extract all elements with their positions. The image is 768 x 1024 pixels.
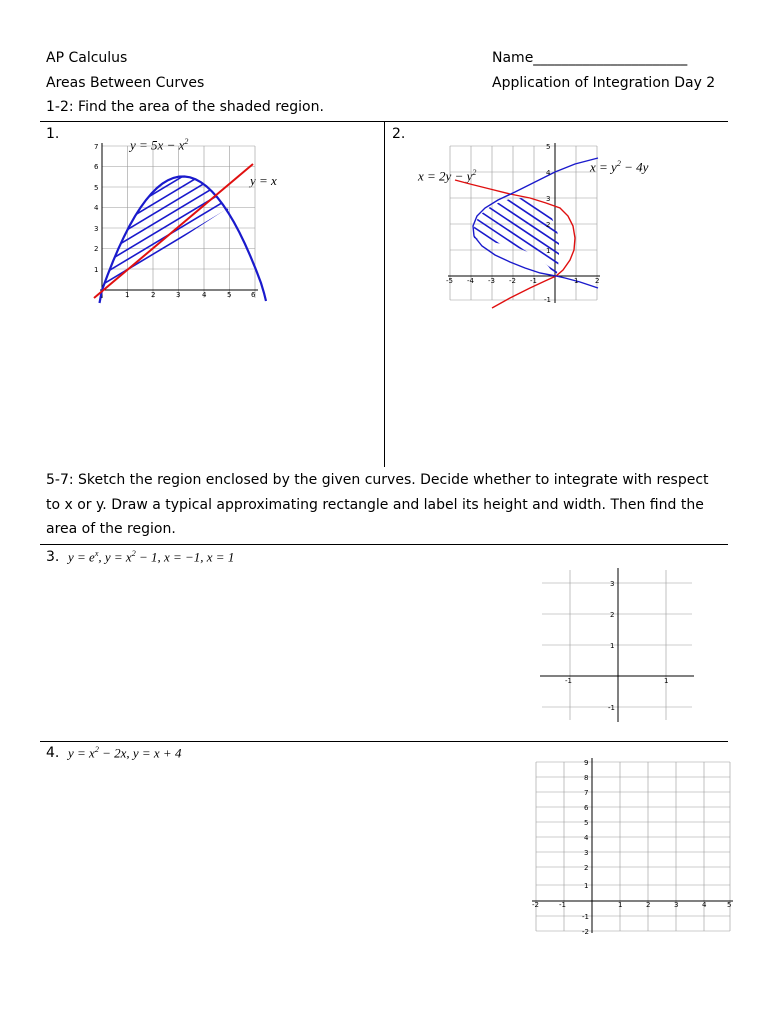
divider-problem4 — [40, 741, 728, 742]
svg-text:5: 5 — [94, 184, 99, 192]
problem1-parabola-label: $y = 5x - x^2$ — [130, 137, 189, 153]
svg-text:3: 3 — [176, 291, 181, 299]
svg-text:1: 1 — [610, 642, 615, 650]
problem2-right-curve-label: $x = y^2 - 4y$ — [590, 159, 649, 175]
svg-text:7: 7 — [584, 789, 589, 797]
problem4-y-ticks — [582, 759, 589, 936]
svg-text:-2: -2 — [532, 901, 539, 909]
problem4-number: 4. — [46, 745, 60, 761]
svg-text:6: 6 — [251, 291, 256, 299]
svg-text:2: 2 — [610, 611, 615, 619]
svg-text:4: 4 — [702, 901, 707, 909]
problem2-shaded-region — [460, 128, 580, 318]
svg-text:2: 2 — [94, 245, 99, 253]
svg-text:5: 5 — [546, 143, 551, 151]
svg-text:1: 1 — [664, 677, 669, 685]
svg-text:4: 4 — [202, 291, 207, 299]
svg-text:1: 1 — [584, 882, 589, 890]
problem1-x-ticks — [125, 291, 256, 299]
svg-text:1: 1 — [546, 247, 551, 255]
section2-instructions-line1: 5-7: Sketch the region enclosed by the given curves. Decide whether to integrate with respect — [46, 472, 709, 488]
problem3-y-ticks — [608, 580, 615, 712]
problem1-number: 1. — [46, 126, 60, 142]
problem1-graph — [80, 138, 280, 318]
svg-text:2: 2 — [151, 291, 156, 299]
problem3-number: 3. — [46, 549, 60, 565]
svg-text:1: 1 — [125, 291, 130, 299]
svg-text:2: 2 — [646, 901, 651, 909]
svg-text:6: 6 — [584, 804, 589, 812]
svg-text:2: 2 — [584, 864, 589, 872]
divider-problem3 — [40, 544, 728, 545]
svg-text:-1: -1 — [565, 677, 572, 685]
svg-text:-1: -1 — [544, 296, 551, 304]
problem3-graph — [540, 565, 700, 725]
svg-text:5: 5 — [727, 901, 732, 909]
svg-text:-4: -4 — [467, 277, 474, 285]
svg-text:9: 9 — [584, 759, 589, 767]
problem1-y-ticks — [94, 143, 99, 274]
problem1-grid — [102, 146, 255, 298]
divider-vertical — [384, 121, 385, 467]
problem2-graph — [440, 138, 610, 308]
problem4-graph — [530, 755, 735, 935]
problem1-line-label: y = x — [250, 173, 277, 188]
svg-text:2: 2 — [546, 221, 551, 229]
svg-text:-1: -1 — [608, 704, 615, 712]
problem2-x-ticks — [446, 277, 599, 285]
svg-text:-1: -1 — [582, 913, 589, 921]
problem3-x-ticks — [565, 677, 668, 685]
svg-text:1: 1 — [618, 901, 623, 909]
problem3-equations: $y = e^x$, $y = x^2 - 1$, x = −1, x = 1 — [68, 549, 235, 565]
problem2-number: 2. — [392, 126, 406, 142]
svg-text:5: 5 — [584, 819, 589, 827]
svg-text:3: 3 — [610, 580, 615, 588]
svg-text:2: 2 — [595, 277, 600, 285]
svg-text:1: 1 — [574, 277, 579, 285]
problem3-grid — [542, 570, 692, 720]
section2-instructions-line3: area of the region. — [46, 521, 176, 537]
topic-title: Areas Between Curves — [46, 75, 205, 91]
svg-text:1: 1 — [94, 266, 99, 274]
problem2-left-curve-label: $x = 2y - y^2$ — [418, 168, 477, 184]
problem1-line — [94, 164, 253, 298]
name-field[interactable]: Name______________________ — [492, 50, 688, 66]
section1-instructions: 1-2: Find the area of the shaded region. — [46, 99, 324, 115]
svg-text:3: 3 — [94, 225, 99, 233]
svg-text:4: 4 — [584, 834, 589, 842]
problem4-equations: $y = x^2 - 2x$, y = x + 4 — [68, 745, 182, 761]
svg-text:-1: -1 — [559, 901, 566, 909]
svg-text:-2: -2 — [509, 277, 516, 285]
svg-text:-3: -3 — [488, 277, 495, 285]
svg-text:8: 8 — [584, 774, 589, 782]
svg-text:6: 6 — [94, 163, 99, 171]
svg-text:5: 5 — [227, 291, 232, 299]
lesson-title: Application of Integration Day 2 — [492, 75, 716, 91]
svg-text:3: 3 — [674, 901, 679, 909]
svg-text:-5: -5 — [446, 277, 453, 285]
svg-text:3: 3 — [546, 195, 551, 203]
section2-instructions-line2: to x or y. Draw a typical approximating rectangle and label its height and width. Then find the — [46, 497, 704, 513]
svg-text:3: 3 — [584, 849, 589, 857]
svg-text:4: 4 — [94, 204, 99, 212]
course-title: AP Calculus — [46, 50, 128, 66]
problem4-x-ticks — [532, 901, 731, 909]
svg-text:-2: -2 — [582, 928, 589, 936]
svg-text:7: 7 — [94, 143, 99, 151]
svg-text:-1: -1 — [530, 277, 537, 285]
svg-text:4: 4 — [546, 169, 551, 177]
